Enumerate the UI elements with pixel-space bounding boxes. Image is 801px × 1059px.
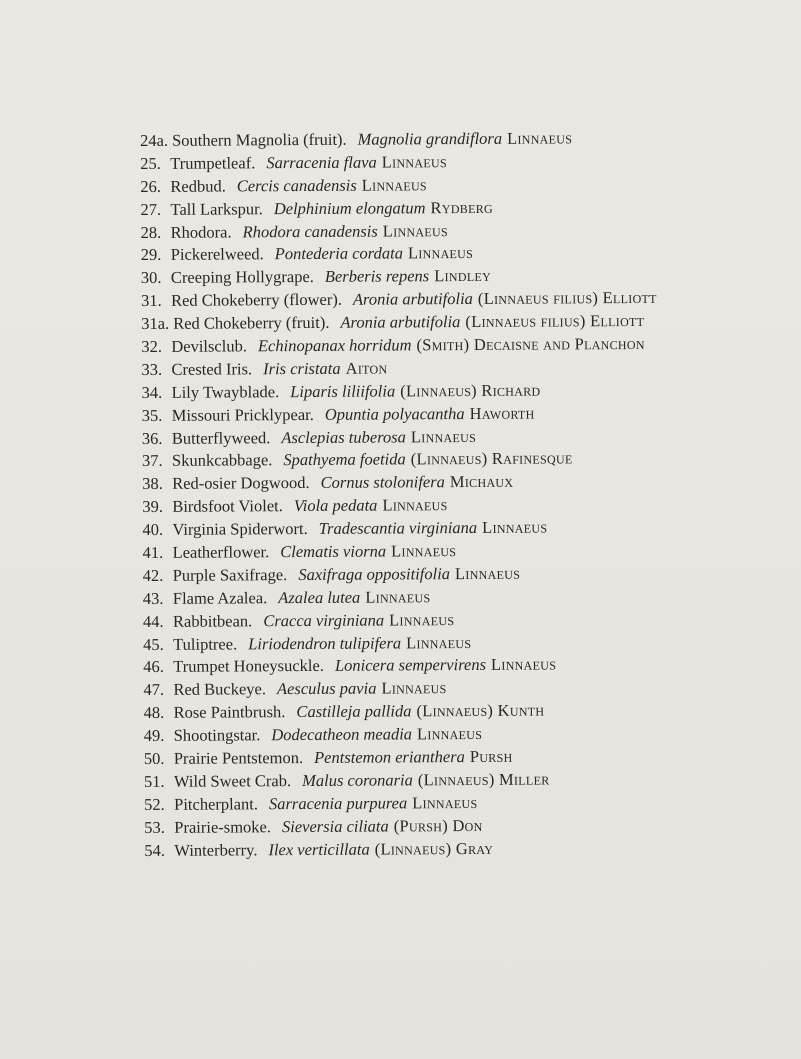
plate-number: 28. (140, 222, 162, 242)
author-name: (Linnaeus) Kunth (416, 700, 545, 721)
common-name: Red Buckeye. (173, 679, 267, 700)
common-name: Devilsclub. (171, 336, 248, 356)
author-name: Linnaeus (490, 654, 557, 675)
scientific-name: Clematis viorna (280, 541, 387, 562)
author-name: (Linnaeus filius) Elliott (465, 311, 645, 332)
scientific-name: Sieversia ciliata (281, 816, 389, 836)
scientific-name: Cracca virginiana (263, 610, 385, 630)
common-name: Pitcherplant. (174, 794, 259, 814)
author-name: Linnaeus (410, 426, 477, 446)
scientific-name: Lonicera sempervirens (334, 655, 487, 676)
scientific-name: Magnolia grandiflora (357, 128, 503, 149)
author-name: Linnaeus (381, 152, 447, 172)
scientific-name: Liparis liliifolia (290, 381, 396, 401)
common-name: Southern Magnolia (fruit). (172, 129, 347, 150)
plate-number: 33. (141, 359, 163, 379)
common-name: Crested Iris. (171, 359, 253, 379)
author-name: Aiton (345, 358, 388, 378)
scientific-name: Viola pedata (293, 495, 378, 516)
common-name: Flame Azalea. (172, 588, 268, 608)
scientific-name: Castilleja pallida (296, 701, 412, 722)
plate-number: 52. (144, 794, 165, 814)
scientific-name: Malus coronaria (302, 770, 413, 790)
list-item (144, 836, 794, 863)
author-name: Linnaeus (381, 678, 447, 698)
common-name: Shootingstar. (173, 725, 261, 745)
scientific-name: Saxifraga oppositifolia (298, 564, 451, 584)
plate-number: 41. (142, 542, 164, 563)
author-name: Linnaeus (506, 128, 573, 148)
author-name: (Linnaeus filius) Elliott (477, 288, 657, 309)
scientific-name: Sarracenia flava (266, 152, 377, 173)
author-name: (Smith) Decaisne and Planchon (416, 333, 645, 355)
scientific-name: Berberis repens (324, 266, 430, 287)
author-name: Linnaeus (407, 243, 474, 263)
author-name: Michaux (449, 472, 514, 492)
scientific-name: Aronia arbutifolia (340, 312, 461, 332)
plate-number: 26. (140, 176, 162, 196)
plate-number: 51. (143, 771, 165, 791)
scientific-name: Azalea lutea (278, 587, 361, 607)
plate-number: 48. (143, 703, 165, 723)
scientific-name: Spathyema foetida (283, 449, 406, 470)
common-name: Creeping Hollygrape. (170, 267, 314, 288)
common-name: Trumpet Honeysuckle. (173, 656, 324, 677)
common-name: Wild Sweet Crab. (173, 771, 292, 791)
author-name: Lindley (434, 266, 492, 286)
plate-number: 29. (140, 245, 162, 265)
common-name: Leatherflower. (172, 542, 270, 562)
common-name: Red-osier Dogwood. (172, 473, 310, 494)
scientific-name: Pontederia cordata (274, 243, 403, 264)
author-name: (Linnaeus) Gray (374, 838, 494, 859)
scientific-name: Tradescantia virginiana (318, 518, 478, 539)
author-name: Rydberg (430, 197, 494, 217)
scientific-name: Delphinium elongatum (273, 197, 426, 218)
scientific-name: Cornus stolonifera (320, 472, 445, 493)
plate-number: 32. (141, 336, 163, 357)
plate-number: 53. (144, 817, 165, 837)
plate-number: 25. (140, 153, 161, 173)
scientific-name: Liriodendron tulipifera (248, 633, 402, 653)
scientific-name: Echinopanax horridum (257, 335, 412, 356)
author-name: Haworth (469, 403, 535, 423)
plate-index-list (140, 126, 794, 862)
author-name: Linnaeus (365, 587, 431, 607)
plate-number: 34. (141, 382, 163, 402)
plate-number: 38. (142, 474, 163, 494)
common-name: Birdsfoot Violet. (172, 496, 283, 517)
plate-number: 43. (142, 588, 164, 608)
plate-number: 39. (142, 497, 163, 517)
author-name: Linnaeus (389, 609, 455, 630)
author-name: Linnaeus (416, 724, 483, 744)
plate-number: 37. (141, 451, 163, 471)
plate-number: 49. (143, 726, 165, 746)
plate-number: 42. (142, 565, 164, 585)
plate-number: 47. (143, 680, 165, 700)
author-name: Linnaeus (382, 220, 448, 241)
plate-number: 36. (141, 428, 163, 448)
common-name: Rose Paintbrush. (173, 702, 286, 723)
plate-number: 24a. (140, 130, 169, 150)
author-name: (Linnaeus) Richard (400, 380, 541, 401)
common-name: Red Chokeberry (fruit). (173, 312, 330, 333)
common-name: Lily Twayblade. (171, 381, 280, 402)
scientific-name: Cercis canadensis (236, 175, 357, 196)
scientific-name: Asclepias tuberosa (281, 426, 406, 447)
plate-number: 50. (143, 748, 165, 769)
plate-number: 27. (140, 199, 162, 219)
scientific-name: Iris cristata (263, 358, 341, 379)
author-name: Linnaeus (412, 792, 478, 813)
common-name: Tuliptree. (173, 634, 238, 654)
common-name: Missouri Pricklypear. (171, 404, 314, 425)
plate-number: 44. (142, 611, 164, 631)
plate-number: 35. (141, 405, 163, 425)
author-name: Linnaeus (382, 495, 448, 515)
scientific-name: Sarracenia purpurea (268, 793, 408, 814)
common-name: Trumpetleaf. (170, 153, 256, 173)
plate-number: 45. (143, 634, 164, 654)
common-name: Pickerelweed. (170, 244, 264, 265)
plate-number: 46. (143, 657, 164, 677)
common-name: Rabbitbean. (172, 611, 253, 631)
author-name: Pursh (469, 746, 513, 767)
common-name: Prairie Pentstemon. (173, 748, 304, 768)
scientific-name: Opuntia polyacantha (324, 403, 465, 424)
author-name: Linnaeus (482, 517, 548, 538)
author-name: Linnaeus (406, 632, 472, 652)
common-name: Winterberry. (174, 839, 258, 860)
author-name: (Linnaeus) Miller (417, 769, 550, 790)
author-name: Linnaeus (391, 541, 457, 561)
author-name: (Pursh) Don (393, 815, 483, 836)
common-name: Rhodora. (170, 222, 232, 242)
author-name: Linnaeus (454, 563, 521, 584)
common-name: Redbud. (170, 176, 226, 196)
scientific-name: Aesculus pavia (276, 678, 377, 699)
common-name: Red Chokeberry (flower). (170, 290, 343, 311)
common-name: Purple Saxifrage. (172, 565, 288, 585)
plate-number: 54. (144, 840, 166, 860)
plate-number: 31. (140, 291, 162, 311)
plate-number: 40. (142, 520, 164, 540)
plate-number: 30. (140, 268, 162, 288)
common-name: Virginia Spiderwort. (172, 519, 308, 539)
author-name: (Linnaeus) Rafinesque (410, 448, 573, 469)
scientific-name: Aronia arbutifolia (352, 289, 473, 309)
scientific-name: Rhodora canadensis (242, 221, 378, 241)
common-name: Prairie-smoke. (174, 816, 272, 837)
author-name: Linnaeus (361, 175, 427, 195)
common-name: Tall Larkspur. (170, 198, 263, 219)
common-name: Butterflyweed. (171, 427, 271, 448)
scientific-name: Ilex verticillata (268, 839, 370, 859)
common-name: Skunkcabbage. (171, 450, 273, 471)
scientific-name: Pentstemon erianthera (314, 747, 465, 767)
plate-number: 31a. (141, 313, 170, 334)
scientific-name: Dodecatheon meadia (271, 724, 413, 745)
